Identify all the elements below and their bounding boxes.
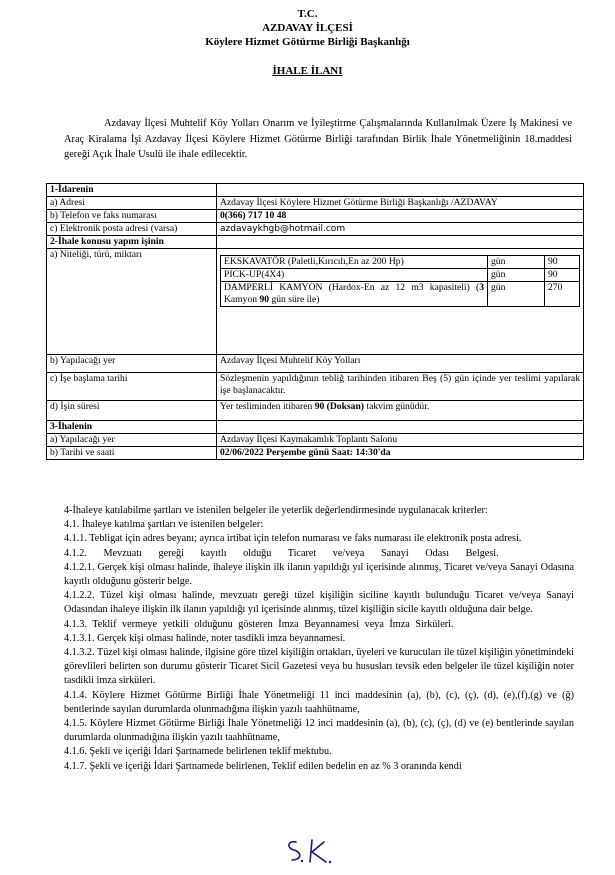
table-row — [47, 355, 584, 373]
paragraph: 4.1.4. Köylere Hizmet Götürme Birliği İhale Yönetmeliği 11 inci maddesinin (a), (b), (c), (ç), (d), (e),(f),(g) ve (ğ) bentlerinde sayılan durumlarda olunmadığına ilişkin yazılı taahhütname, — [64, 689, 574, 715]
header-district: AZDAVAY İLÇESİ — [262, 22, 353, 34]
equipment-qty: 270 — [545, 282, 580, 307]
paragraph: 4.1.7. Şekli ve içeriği İdari Şartnamede belirlenen, Teklif edilen bedelin en az % 3 oranında kendi — [64, 760, 462, 772]
tender-datetime-value: 02/06/2022 Perşembe günü Saat: 14:30'da — [217, 447, 584, 460]
equipment-name: PICK-UP(4X4) — [221, 269, 488, 282]
equipment-name-part: DAMPERLİ KAMYON (Hardox-En az 12 m3 kapasiteli) ( — [224, 282, 480, 293]
intro-paragraph: Azdavay İlçesi Muhtelif Köy Yolları Onarım ve İyileştirme Çalışmalarında Kullanılmak Üzere İş Makinesi ve Araç Kiralama İşi Azdavay İlçesi Köylere Hizmet Götürme Birliği tarafından Birlik İhale Yönetmeliğinin 18.maddesi gereği Açık İhale Usulü ile ihale edilecektir. — [64, 118, 572, 161]
equipment-name-part: gün süre ile) — [269, 294, 320, 305]
tender-location-label: a) Yapılacağı yer — [47, 434, 217, 447]
table-row — [47, 401, 584, 421]
paragraph: 4.1.3.2. Tüzel kişi olması halinde, ilgisine göre tüzel kişiliğin ortakları, üyeleri ve kurucuları ile tüzel kişiliğin yönetimindeki görevlileri belirten son durumu gösterir Ticaret Sicil Gazetesi veya bu hususları tevsik eden belgeler ile tüzel kişiliğin noter tasdikli imza sirküleri. — [64, 647, 574, 687]
tender-location-value: Azdavay İlçesi Kaymakamlık Toplantı Salonu — [217, 434, 584, 447]
paragraph: 4.1.5. Köylere Hizmet Götürme Birliği İhale Yönetmeliği 12 inci maddesinin (a), (b), (c), (ç), (d) ve (e) bentlerinde sayılan durumlarda olunmadığına ilişkin yazılı taahhütname, — [64, 718, 574, 744]
table-row — [47, 210, 584, 223]
equipment-name — [221, 282, 488, 307]
header-institution: Köylere Hizmet Götürme Birliği Başkanlığı — [205, 36, 410, 48]
table-row — [47, 249, 584, 355]
equipment-row — [221, 269, 580, 282]
location-value: Azdavay İlçesi Muhtelif Köy Yolları — [217, 355, 584, 373]
tender-info-table — [46, 183, 584, 460]
paragraph: 4.1.1. Tebligat için adres beyanı; ayrıca irtibat için telefon numarası ve faks numarası ile elektronik posta adresi. — [64, 533, 522, 545]
header-tc: T.C. — [297, 8, 318, 20]
paragraph: 4.1.3.1. Gerçek kişi olması halinde, noter tasdikli imza beyannamesi. — [64, 632, 346, 644]
email-value: azdavaykhgb@hotmail.com — [217, 223, 584, 236]
equipment-row — [221, 256, 580, 269]
equipment-name-part: Kamyon — [224, 294, 260, 305]
table-row — [47, 373, 584, 401]
equipment-row — [221, 282, 580, 307]
equipment-table — [220, 255, 580, 307]
phone-label: b) Telefon ve faks numarası — [47, 210, 217, 223]
paragraph: 4.1.3. Teklif vermeye yetkili olduğunu gösteren İmza Beyannamesi veya İmza Sirküleri. — [64, 618, 454, 630]
table-row — [47, 434, 584, 447]
tender-datetime-label: b) Tarihi ve saati — [47, 447, 217, 460]
truck-count: 3 — [479, 282, 484, 293]
equipment-qty: 90 — [545, 269, 580, 282]
paragraph: 4.1.2. Mevzuatı gereği kayıtlı olduğu Ticaret ve/veya Sanayi Odası Belgesi. — [64, 547, 499, 559]
table-row — [47, 447, 584, 460]
paragraph: 4.1.6. Şekli ve içeriği İdari Şartnamede belirlenen teklif mektubu. — [64, 746, 332, 758]
location-label: b) Yapılacağı yer — [47, 355, 217, 373]
paragraph: 4-İhaleye katılabilme şartları ve istenilen belgeler ile yeterlik değerlendirmesinde uygulanacak kriterler: — [64, 505, 488, 516]
paragraph: 4.1. İhaleye katılma şartları ve istenilen belgeler: — [64, 519, 264, 531]
empty-cell — [217, 236, 584, 249]
document-title: İHALE İLANI — [272, 65, 343, 77]
equipment-unit: gün — [488, 256, 545, 269]
start-date-value: Sözleşmenin yapıldığının tebliğ tarihinden itibaren Beş (5) gün içinde yer teslimi yapılarak işe başlanacaktır. — [217, 373, 584, 401]
empty-cell — [217, 184, 584, 197]
equipment-qty: 90 — [545, 256, 580, 269]
phone-value: 0(366) 717 10 48 — [217, 210, 584, 223]
paragraph: 4.1.2.2. Tüzel kişi olması halinde, mevzuatı gereği tüzel kişiliğin siciline kayıtlı bulunduğu Ticaret ve/veya Sanayi Odasından ihaleye ilişkin ilk ilanın yapıldığı yıl içerisinde alınmış, tüzel kişiliğin sicile kayıtlı olduğuna dair belge. — [64, 590, 574, 616]
section-3-heading: 3-İhalenin — [47, 421, 217, 434]
duration-days: 90 (Doksan) — [314, 401, 364, 412]
signature-initials — [284, 834, 354, 870]
section-1-heading: 1-İdarenin — [47, 184, 217, 197]
table-row — [47, 197, 584, 210]
duration-label: d) İşin süresi — [47, 401, 217, 421]
equipment-name: EKSKAVATÖR (Paletli,Kırıcılı,En az 200 Hp) — [221, 256, 488, 269]
quantity-value — [217, 249, 584, 355]
equipment-unit: gün — [488, 282, 545, 307]
duration-text: Yer tesliminden itibaren — [220, 401, 315, 412]
duration-value — [217, 401, 584, 421]
section-2-heading: 2-İhale konusu yapım işinin — [47, 236, 217, 249]
paragraph: 4.1.2.1. Gerçek kişi olması halinde, ihaleye ilişkin ilk ilanın yapıldığı yıl içerisinde alınmış, Ticaret ve/veya Sanayi Odasına kayıtlı olduğunu gösterir belge. — [64, 561, 574, 588]
start-date-label: c) İşe başlama tarihi — [47, 373, 217, 401]
email-label: c) Elektronik posta adresi (varsa) — [47, 223, 217, 236]
equipment-unit: gün — [488, 269, 545, 282]
address-value: Azdavay İlçesi Köylere Hizmet Götürme Birliği Başkanlığı /AZDAVAY — [217, 197, 584, 210]
table-row — [47, 421, 584, 434]
conditions-section — [64, 504, 574, 774]
empty-cell — [217, 421, 584, 434]
table-row — [47, 184, 584, 197]
duration-text: takvim günüdür. — [364, 401, 430, 412]
address-label: a) Adresi — [47, 197, 217, 210]
truck-days: 90 — [259, 294, 270, 305]
table-row — [47, 223, 584, 236]
quantity-label: a) Niteliği, türü, miktarı — [47, 249, 217, 355]
table-row — [47, 236, 584, 249]
